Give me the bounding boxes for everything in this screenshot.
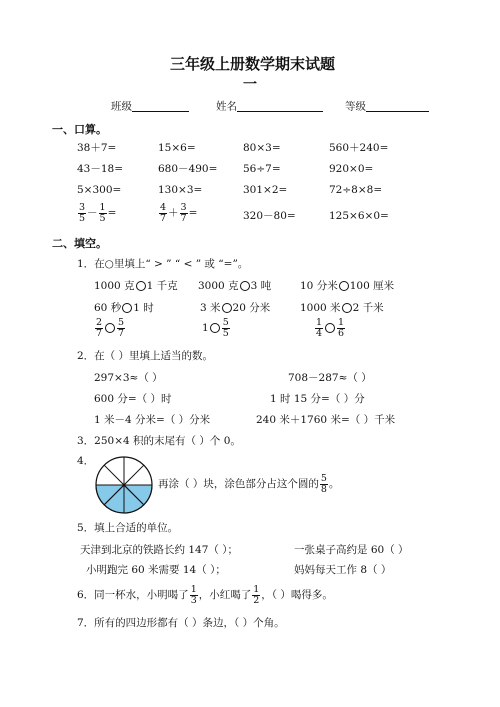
fill-item: 1 米－4 分米=（ ）分米 [94,414,211,426]
class-blank[interactable] [132,100,189,112]
compare-fraction-a [94,318,126,339]
fraction: $\frac{1}{4}$ [316,317,323,339]
class-label: 班级 [111,100,132,113]
calc-item: 125×6×0= [329,210,389,222]
section1-heading: 一、口算。 [52,123,107,136]
fill-item: 1 时 15 分=（ ）分 [270,393,365,405]
circle-blank[interactable] [122,303,132,313]
calc-item: 680－490= [158,163,218,175]
class-field [111,100,189,112]
q7-text: 7．所有的四边形都有（ ）条边，（ ）个角。 [77,617,285,629]
fraction: $\frac{5}{7}$ [118,317,125,339]
circle-blank[interactable] [342,303,352,313]
compare-item: 60 秒 1 时 [94,302,154,314]
pie-circle-figure [93,454,155,516]
compare-item: 3 米 20 分米 [200,302,271,314]
q4-number: 4． [77,455,95,467]
fraction-calc-a: $\frac{3}{5}$ － $\frac{1}{5}$ = [79,202,117,224]
unit-item: 一张桌子高约是 60（ ） [294,544,409,556]
fill-item: 297×3≈（ ） [94,372,163,384]
q3-text: 3．250×4 积的末尾有（ ）个 0。 [77,435,241,447]
calc-item: 80×3= [243,142,281,154]
calc-item: 43－18= [77,163,124,175]
circle-blank[interactable] [339,281,349,291]
section2-heading: 二、填空。 [52,237,107,250]
name-label: 姓名 [216,100,237,113]
q4-text: 再涂（ ）块，涂色部分占这个圆的 $\frac{5}{8}$ 。 [158,473,340,495]
q6-text: 6．同一杯水，小明喝了 $\frac{1}{3}$ ，小红喝了 $\frac{1}{2}$ ，（ ）喝得多。 [77,584,333,606]
q1-text: 1．在○里填上“ > ” “ < ” 或 “=”。 [77,258,249,270]
calc-item: 38＋7= [77,142,117,154]
name-field [216,100,323,112]
grade-field [345,100,429,112]
name-blank[interactable] [237,100,323,112]
calc-item: 130×3= [158,184,203,196]
fraction: $\frac{1}{3}$ [190,584,197,606]
calc-item: 15×6= [158,142,196,154]
circle-blank[interactable] [136,281,146,291]
calc-item: 56÷7= [243,163,281,175]
calc-item: 5×300= [77,184,122,196]
compare-item: 3000 克 3 吨 [198,280,272,292]
calc-item: 560＋240= [329,142,389,154]
page-title: 三年级上册数学期末试题 [170,55,336,73]
fraction: $\frac{1}{6}$ [338,317,345,339]
fraction: $\frac{2}{7}$ [96,317,103,339]
fill-item: 708－287≈（ ） [288,372,372,384]
unit-item: 小明跑完 60 米需要 14（ ）； [86,564,226,576]
calc-item: 72÷8×8= [329,184,383,196]
fill-item: 240 米＋1760 米=（ ）千米 [256,414,396,426]
fraction: $\frac{3}{5}$ [79,202,86,224]
compare-item: 1000 米 2 千米 [300,302,384,314]
fraction: $\frac{5}{8}$ [320,473,327,495]
q5-text: 5．填上合适的单位。 [77,522,179,534]
circle-blank[interactable] [105,323,115,333]
fraction-calc-b: $\frac{4}{7}$ ＋ $\frac{3}{7}$ = [160,202,198,224]
compare-fraction-c [314,318,346,339]
compare-fraction-b: 1 $\frac{5}{5}$ [202,317,229,339]
calc-item: 320－80= [243,210,296,222]
circle-blank[interactable] [222,303,232,313]
circle-blank[interactable] [240,281,250,291]
fraction: $\frac{1}{2}$ [253,584,260,606]
compare-item: 1000 克 1 千克 [94,280,178,292]
grade-blank[interactable] [366,100,429,112]
fill-item: 600 分=（ ）时 [94,393,172,405]
fraction: $\frac{4}{7}$ [160,202,167,224]
fraction: $\frac{5}{5}$ [222,317,229,339]
unit-item: 天津到北京的铁路长约 147（ ）； [80,544,238,556]
calc-item: 301×2= [243,184,288,196]
q2-text: 2．在（ ）里填上适当的数。 [77,350,214,362]
compare-item: 10 分米 100 厘米 [300,280,395,292]
calc-item: 920×0= [329,163,374,175]
circle-blank[interactable] [210,323,220,333]
fraction: $\frac{1}{5}$ [99,202,106,224]
unit-item: 妈妈每天工作 8（ ） [294,564,392,576]
fraction: $\frac{3}{7}$ [180,202,187,224]
page-subtitle: 一 [243,77,257,93]
grade-label: 等级 [345,100,366,113]
circle-blank[interactable] [325,323,335,333]
